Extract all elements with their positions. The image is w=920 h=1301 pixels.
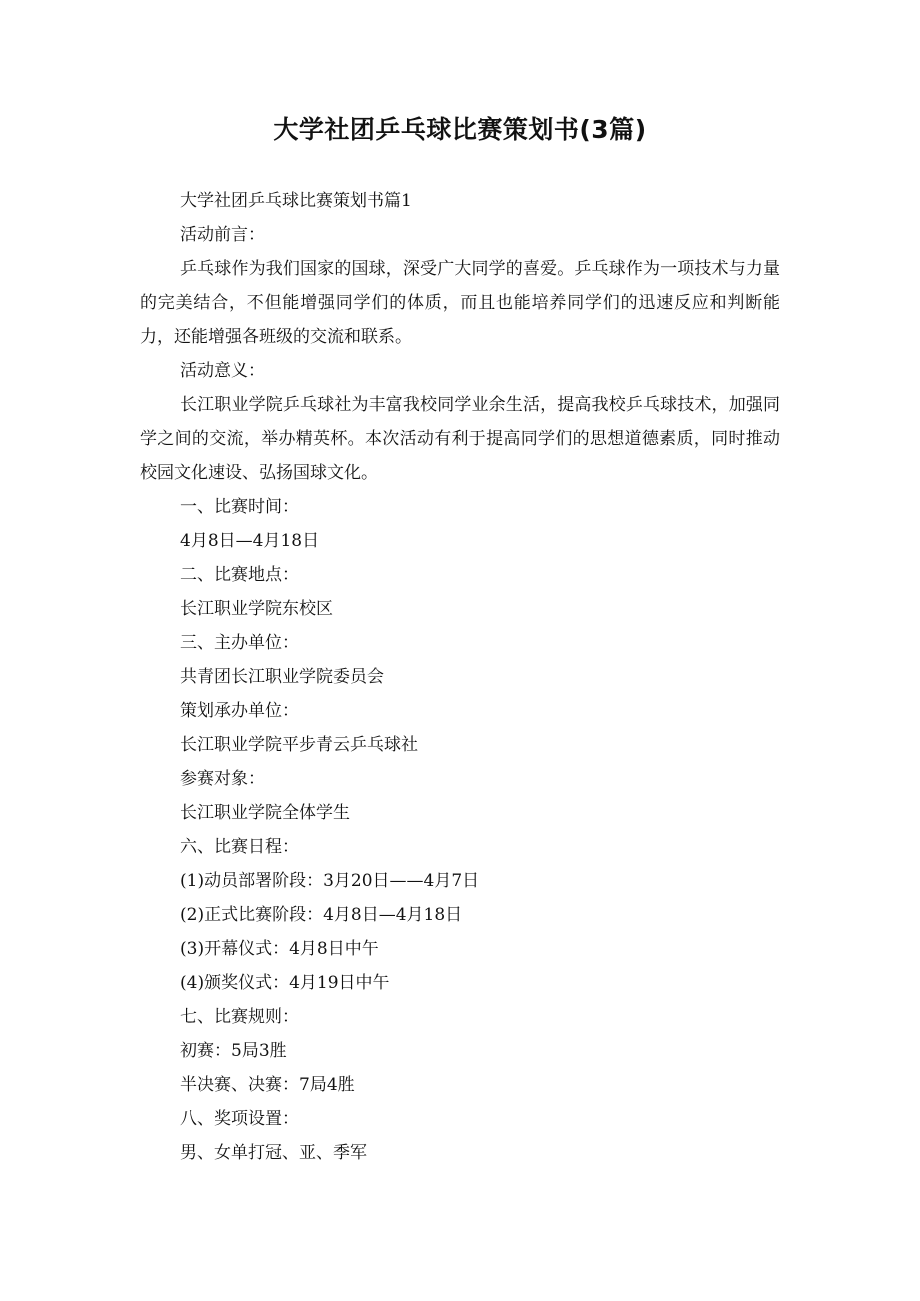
organizer-heading: 策划承办单位： (180, 701, 299, 721)
preface-paragraph: 乒乓球作为我们国家的国球，深受广大同学的喜爱。乒乓球作为一项技术与力量的完美结合，不但能增强同学们的体质，而且也能培养同学们的迅速反应和判断能力，还能增强各班级的交流和联系。 (140, 259, 780, 347)
schedule-item: (1)动员部署阶段：3月20日——4月7日 (180, 871, 480, 891)
rules-item: 初赛：5局3胜 (180, 1041, 287, 1061)
schedule-item: (2)正式比赛阶段：4月8日—4月18日 (180, 905, 463, 925)
competition-location-value: 长江职业学院东校区 (180, 599, 333, 619)
rules-heading: 七、比赛规则： (180, 1007, 299, 1027)
preface-heading: 活动前言： (180, 225, 265, 245)
awards-heading: 八、奖项设置： (180, 1109, 299, 1129)
competition-time-heading: 一、比赛时间： (180, 497, 299, 517)
schedule-heading: 六、比赛日程： (180, 837, 299, 857)
meaning-heading: 活动意义： (180, 361, 265, 381)
competition-time-value: 4月8日—4月18日 (180, 531, 320, 551)
meaning-paragraph: 长江职业学院乒乓球社为丰富我校同学业余生活，提高我校乒乓球技术，加强同学之间的交流，举办精英杯。本次活动有利于提高同学们的思想道德素质，同时推动校园文化速设、弘扬国球文化。 (140, 395, 780, 483)
document-title: 大学社团乒乓球比赛策划书(3篇) (273, 115, 647, 144)
schedule-item: (3)开幕仪式：4月8日中午 (180, 939, 379, 959)
participants-value: 长江职业学院全体学生 (180, 803, 350, 823)
organizer-value: 长江职业学院平步青云乒乓球社 (180, 735, 418, 755)
section-subtitle: 大学社团乒乓球比赛策划书篇1 (180, 191, 412, 211)
document-body (140, 184, 780, 1170)
competition-location-heading: 二、比赛地点： (180, 565, 299, 585)
rules-item: 半决赛、决赛：7局4胜 (180, 1075, 355, 1095)
host-unit-heading: 三、主办单位： (180, 633, 299, 653)
host-unit-value: 共青团长江职业学院委员会 (180, 667, 384, 687)
participants-heading: 参赛对象： (180, 769, 265, 789)
awards-item: 男、女单打冠、亚、季军 (180, 1143, 367, 1163)
schedule-item: (4)颁奖仪式：4月19日中午 (180, 973, 390, 993)
